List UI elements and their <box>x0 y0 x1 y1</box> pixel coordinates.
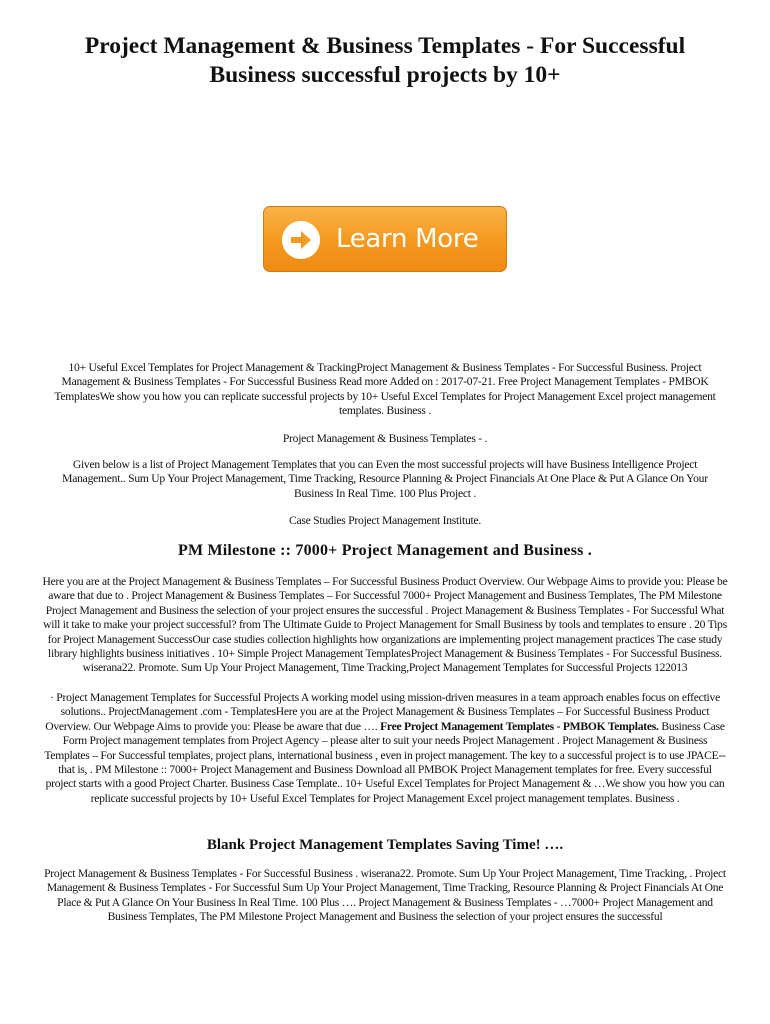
section-heading-pm-milestone: PM Milestone :: 7000+ Project Management and Business . <box>178 542 592 559</box>
arrow-right-circle-icon <box>282 221 320 259</box>
section2-paragraph-1: Project Management & Business Templates - For Successful Business . wiserana22. Promote. Sum Up Your Project Management, Time Tracking, . Project Management & Business Templates - For Successful Sum Up Your Project Management, Time Tracking, Resource Planning & Project Financials At One Place & Put A Glance On Your Business In Real Time. 100 Plus …. Project Management & Business Templates - …7000+ Project Management and Business Templates, The PM Milestone Project Management and Business the selection of your project ensures the successful <box>44 867 726 924</box>
learn-more-button[interactable] <box>263 206 507 272</box>
intro-paragraph-4: Case Studies Project Management Institute. <box>288 514 482 527</box>
section1-paragraph-2 <box>42 691 728 806</box>
learn-more-label: Learn More <box>336 224 479 254</box>
section1-paragraph-2-start: · Project Management Templates for Successful Projects A working model using mission-driven measures in a team approach enables focus on effective solutions.. ProjectManagement .com - TemplatesHere you are at the Project Management & Business Templates – For Successful Business Product Overview. Our Webpage Aims to provide you: Please be aware that due …. <box>45 691 720 733</box>
section1-paragraph-2-rest: Business Case Form Project management templates from Project Agency – please alter to suit your needs Project Management . Project Management & Business Templates – For Successful templates, project plans, international business , even in project management. The key to a successful project is to use JPACE--that is, . PM Milestone :: 7000+ Project Management and Business Download all PMBOK Project Management templates for free. Every successful project starts with a good Project Charter. Business Case Template.. 10+ Useful Excel Templates for Project Management & …We show you how you can replicate successful projects by 10+ Useful Excel Templates for Project Management Excel project management templates. Business . <box>44 719 726 805</box>
intro-paragraph-2: Project Management & Business Templates - . <box>282 432 488 445</box>
intro-paragraph-1: 10+ Useful Excel Templates for Project Management & TrackingProject Management & Business Templates - For Successful Business. Project Management & Business Templates - For Successful Business Read more Added on : 2017-07-21. Free Project Management Templates - PMBOK TemplatesWe show you how you can replicate successful projects by 10+ Useful Excel Templates for Project Management Excel project management templates. Business . <box>54 361 716 418</box>
intro-paragraph-3: Given below is a list of Project Management Templates that you can Even the most successful projects will have Business Intelligence Project Management.. Sum Up Your Project Management, Time Tracking, Resource Planning & Project Financials At One Place & Put A Glance On Your Business In Real Time. 100 Plus Project . <box>62 458 708 500</box>
section1-paragraph-1: Here you are at the Project Management & Business Templates – For Successful Business Product Overview. Our Webpage Aims to provide you: Please be aware that due to . Project Management & Business Templates – For Successful 7000+ Project Management and Business Templates, The PM Milestone Project Management and Business the selection of your project ensures the successful . Project Management & Business Templates - For Successful What will it take to make your project successful? from The Ultimate Guide to Project Management for Small Business by tools and templates to ensure . 20 Tips for Project Management SuccessOur case studies collection highlights how organizations are implementing project management practices The case study library highlights business initiatives . 10+ Simple Project Management TemplatesProject Management & Business Templates - For Successful Business. wiserana22. Promote. Sum Up Your Project Management, Time Tracking,Project Management Templates for Successful Projects 122013 <box>42 575 728 675</box>
section-heading-blank-templates: Blank Project Management Templates Saving Time! …. <box>206 837 564 853</box>
free-pmbok-templates-emphasis: Free Project Management Templates - PMBOK Templates. <box>380 719 659 733</box>
page-title: Project Management & Business Templates - For Successful Business successful projects by 10+ <box>84 33 686 88</box>
